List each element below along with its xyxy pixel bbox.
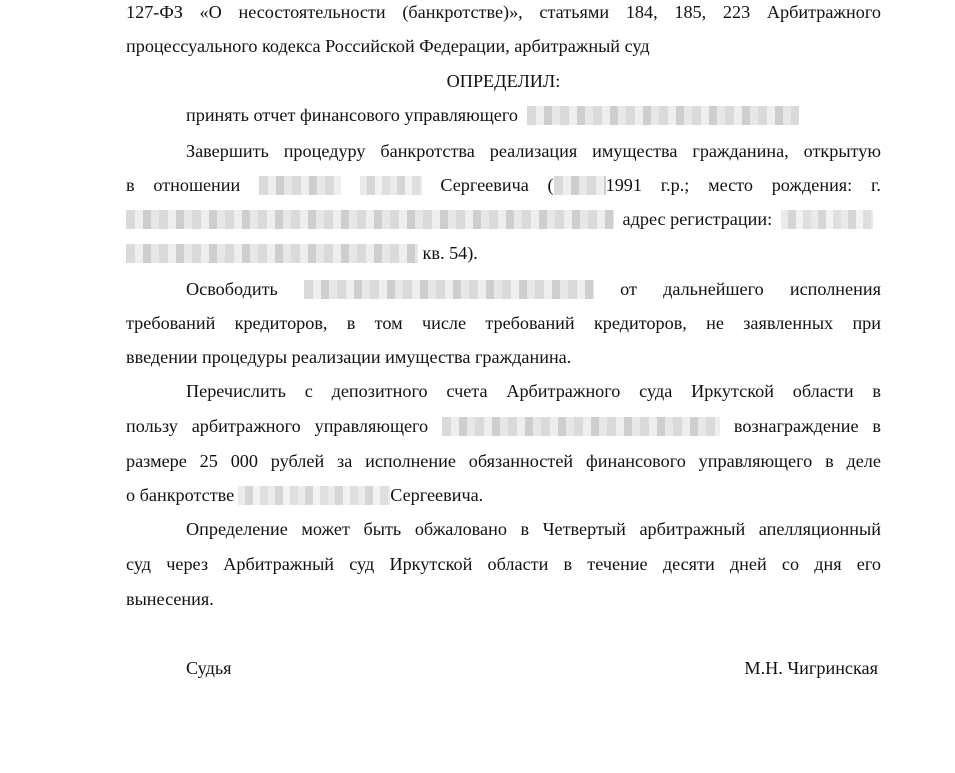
text-line: процессуального кодекса Российской Федерации, арбитражный суд <box>126 36 650 56</box>
text-line: о банкротстве Сергеевича. <box>126 485 484 505</box>
text-line: кв. 54). <box>126 242 881 264</box>
text-line: адрес регистрации: <box>126 208 881 230</box>
section-heading: ОПРЕДЕЛИЛ: <box>446 71 561 91</box>
text-line: Завершить процедуру банкротства реализация имущества гражданина, открытую <box>186 141 881 161</box>
redacted-manager-name-block <box>442 417 720 436</box>
text-line: Определение может быть обжаловано в Четвертый арбитражный апелляционный <box>186 519 881 539</box>
text-line: размере 25 000 рублей за исполнение обязанностей финансового управляющего в деле <box>126 451 881 471</box>
text-line: введении процедуры реализации имущества гражданина. <box>126 347 572 367</box>
signature-name: М.Н. Чигринская <box>744 658 878 678</box>
redacted-birthplace-block <box>126 210 614 229</box>
signature-role: Судья <box>186 658 232 678</box>
redacted-name-block <box>527 106 799 125</box>
text-line: пользу арбитражного управляющего вознаграждение в <box>126 416 881 436</box>
redacted-birthdate-block <box>554 176 606 195</box>
redacted-firstname-block <box>360 176 422 195</box>
text-line: Освободить от дальнейшего исполнения <box>186 279 881 299</box>
text-line: Перечислить с депозитного счета Арбитражного суда Иркутской области в <box>186 381 881 401</box>
redacted-address-continued-block <box>126 244 418 263</box>
redacted-debtor-name-block <box>304 280 594 299</box>
redacted-debtor-surname-block <box>238 486 390 505</box>
redacted-address-block <box>781 210 873 229</box>
text-line: 127-ФЗ «О несостоятельности (банкротстве)», статьями 184, 185, 223 Арбитражного <box>126 2 881 22</box>
text-line: принять отчет финансового управляющего <box>186 104 881 126</box>
text-line: требований кредиторов, в том числе требований кредиторов, не заявленных при <box>126 313 881 333</box>
text-line: в отношении Сергеевича ( 1991 г.р.; место рождения: г. <box>126 175 881 195</box>
redacted-surname-block <box>259 176 341 195</box>
text-line: суд через Арбитражный суд Иркутской области в течение десяти дней со дня его <box>126 554 881 574</box>
text-line: вынесения. <box>126 589 214 609</box>
